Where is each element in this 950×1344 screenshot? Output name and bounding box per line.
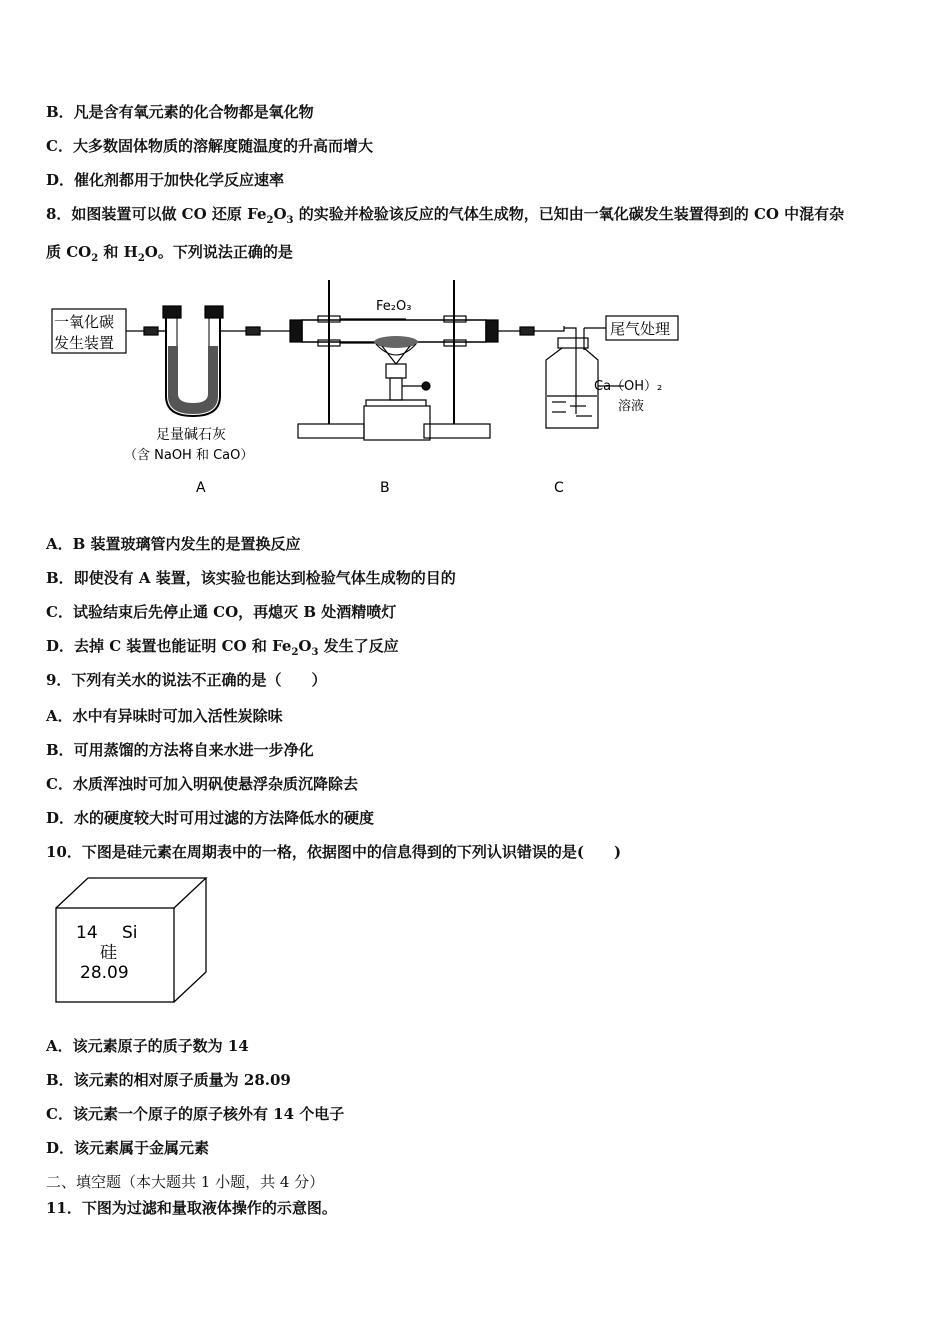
soda-lime-label-line1: 足量碱石灰 bbox=[156, 427, 226, 443]
q9-option-c: C．水质浑浊时可加入明矾使悬浮杂质沉降除去 bbox=[46, 775, 358, 793]
q8-option-b: B．即使没有 A 装置，该实验也能达到检验气体生成物的目的 bbox=[46, 569, 456, 587]
silicon-element-cell-figure bbox=[50, 874, 210, 1008]
q8-option-d: D．去掉 C 装置也能证明 CO 和 $Fe_2O_3$ 发生了反应 bbox=[46, 637, 399, 658]
alcohol-burner-base bbox=[364, 406, 430, 440]
q8-stem-line2: 质 $CO_2$ 和 $H_2O$。下列说法正确的是 bbox=[46, 243, 293, 264]
q8-option-a: A．B 装置玻璃管内发生的是置换反应 bbox=[46, 535, 301, 553]
soda-lime-label-line2: （含 NaOH 和 CaO） bbox=[124, 448, 254, 463]
tail-gas-label: 尾气处理 bbox=[610, 320, 671, 338]
co-reduction-apparatus-figure bbox=[46, 276, 686, 506]
element-symbol: Si bbox=[122, 923, 138, 943]
q10-option-c: C．该元素一个原子的原子核外有 14 个电子 bbox=[46, 1105, 345, 1123]
q8-stem-line1: 8．如图装置可以做 CO 还原 $Fe_2O_3$ 的实验并检验该反应的气体生成物，已知由一氧化碳发生装置得到的 CO 中混有杂 bbox=[46, 205, 845, 226]
q8-option-c: C．试验结束后先停止通 CO，再熄灭 B 处酒精喷灯 bbox=[46, 603, 397, 621]
q10-option-a: A．该元素原子的质子数为 14 bbox=[46, 1037, 249, 1055]
element-name: 硅 bbox=[100, 943, 117, 963]
stand-base-right bbox=[424, 424, 490, 438]
fe2o3-powder bbox=[374, 336, 418, 348]
u-tube-stopper-right bbox=[205, 306, 223, 318]
label-b: B bbox=[380, 480, 390, 496]
q7-option-d: D．催化剂都用于加快化学反应速率 bbox=[46, 171, 285, 189]
tube-stopper-left bbox=[290, 320, 302, 342]
label-a: A bbox=[196, 480, 206, 496]
fe2o3-label: Fe₂O₃ bbox=[376, 299, 412, 314]
u-tube-stopper-left bbox=[163, 306, 181, 318]
rubber-tube-a bbox=[144, 327, 158, 335]
q11-stem: 11．下图为过滤和量取液体操作的示意图。 bbox=[46, 1199, 337, 1217]
caoh2-label-line1: Ca（OH）₂ bbox=[594, 379, 663, 394]
q9-stem: 9．下列有关水的说法不正确的是（ ） bbox=[46, 671, 327, 689]
q9-option-b: B．可用蒸馏的方法将自来水进一步净化 bbox=[46, 741, 314, 759]
atomic-mass: 28.09 bbox=[80, 963, 129, 983]
co-box-line1: 一氧化碳 bbox=[54, 313, 115, 331]
q9-option-a: A．水中有异味时可加入活性炭除味 bbox=[46, 707, 283, 725]
q10-option-b: B．该元素的相对原子质量为 28.09 bbox=[46, 1071, 291, 1089]
co-box-line2: 发生装置 bbox=[54, 334, 115, 352]
q7-option-c: C．大多数固体物质的溶解度随温度的升高而增大 bbox=[46, 137, 373, 155]
q7-option-b: B．凡是含有氧元素的化合物都是氧化物 bbox=[46, 103, 314, 121]
section-2-heading: 二、填空题（本大题共 1 小题，共 4 分） bbox=[46, 1173, 325, 1191]
q9-option-d: D．水的硬度较大时可用过滤的方法降低水的硬度 bbox=[46, 809, 375, 827]
q10-option-d: D．该元素属于金属元素 bbox=[46, 1139, 210, 1157]
caoh2-label-line2: 溶液 bbox=[618, 399, 645, 414]
label-c: C bbox=[554, 480, 564, 496]
stand-base-left bbox=[298, 424, 364, 438]
soda-lime-fill bbox=[168, 346, 218, 414]
tube-stopper-right bbox=[486, 320, 498, 342]
atomic-number: 14 bbox=[76, 923, 98, 943]
q10-stem: 10．下图是硅元素在周期表中的一格，依据图中的信息得到的下列认识错误的是( ) bbox=[46, 843, 622, 861]
